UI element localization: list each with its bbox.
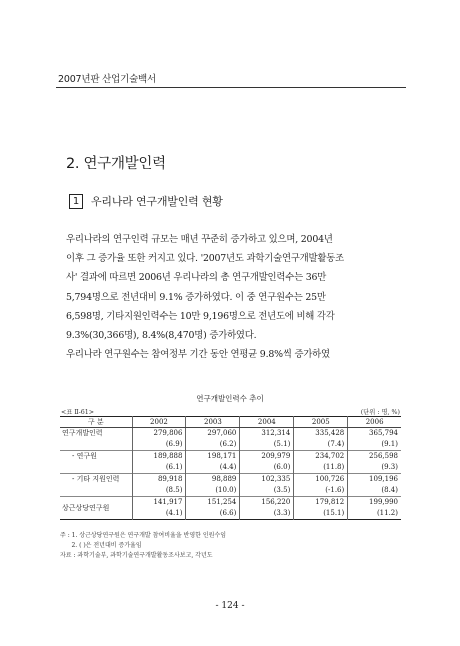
value-cell: 100,726 <box>294 474 348 486</box>
body-line: 우리나라의 연구인력 규모는 매년 꾸준히 증가하고 있으며, 2004년 <box>66 234 333 245</box>
rate-cell: (6.9) <box>132 439 186 451</box>
header-rule <box>56 87 406 88</box>
rate-cell: (8.4) <box>348 485 401 497</box>
data-table <box>60 416 401 520</box>
table-row-values <box>60 474 401 486</box>
body-line: 이후 그 증가율 또한 커지고 있다. '2007년도 과학기술연구개발활동조 <box>66 253 344 265</box>
header-cell-year: 2006 <box>348 417 401 428</box>
rate-cell: (6.1) <box>132 462 186 474</box>
value-cell: 199,990 <box>348 497 401 509</box>
value-cell: 256,598 <box>348 451 401 463</box>
table-row-values <box>60 428 401 440</box>
body-line: 사' 결과에 따르면 2006년 우리나라의 총 연구개발인력수는 36만 <box>66 272 327 284</box>
row-label: 연구개발인력 <box>62 429 103 437</box>
value-cell: 89,918 <box>132 474 186 486</box>
rate-cell: (3.3) <box>240 508 294 520</box>
value-cell: 209,979 <box>240 451 294 463</box>
value-cell: 151,254 <box>186 497 240 509</box>
header-cell-year: 2005 <box>294 417 348 428</box>
rate-cell: (11.2) <box>348 508 401 520</box>
rate-cell: (3.5) <box>240 485 294 497</box>
body-paragraph <box>66 230 396 364</box>
subsection-number-box: 1 <box>69 194 83 209</box>
value-cell: 297,060 <box>186 428 240 440</box>
table-title: 연구개발인력수 추이 <box>196 394 264 403</box>
rate-cell: (6.6) <box>186 508 240 520</box>
rate-cell: (10.0) <box>186 485 240 497</box>
body-line: 9.3%(30,366명), 8.4%(8,470명) 증가하였다. <box>66 329 257 341</box>
header-cell-year: 2002 <box>132 417 186 428</box>
rate-cell: (7.4) <box>294 439 348 451</box>
body-line: 우리나라 연구원수는 참여정부 기간 동안 연평균 9.8%씩 증가하였 <box>66 349 330 361</box>
section-title: 2. 연구개발인력 <box>66 156 166 172</box>
body-line: 6,598명, 기타지원인력수는 10만 9,196명으로 전년도에 비해 각각 <box>66 310 335 322</box>
rate-cell: (-1.6) <box>294 485 348 497</box>
rate-cell: (6.0) <box>240 462 294 474</box>
table-row-values <box>60 497 401 509</box>
subsection-heading <box>69 193 223 209</box>
page-number: - 124 - <box>215 601 245 611</box>
note-line: 2. ( )은 전년대비 증가율임 <box>60 541 142 549</box>
subsection-title: 우리나라 연구개발인력 현황 <box>91 195 223 208</box>
body-line: 5,794명으로 전년대비 9.1% 증가하였다. 이 중 연구원수는 25만 <box>66 291 326 303</box>
running-header: 2007년판 산업기술백서 <box>58 74 157 85</box>
rate-cell: (5.1) <box>240 439 294 451</box>
rate-cell: (6.2) <box>186 439 240 451</box>
note-line: 주 : 1. 상근상당연구원은 연구개발 참여비율을 반영한 인원수임 <box>60 532 226 539</box>
rate-cell: (11.8) <box>294 462 348 474</box>
value-cell: 102,335 <box>240 474 294 486</box>
row-label: 상근상당연구원 <box>60 497 132 520</box>
rate-cell: (8.5) <box>132 485 186 497</box>
value-cell: 198,171 <box>186 451 240 463</box>
value-cell: 179,812 <box>294 497 348 509</box>
row-label: - 연구원 <box>60 451 132 474</box>
table-notes <box>60 531 226 560</box>
rate-cell: (15.1) <box>294 508 348 520</box>
value-cell: 156,220 <box>240 497 294 509</box>
table-label: <표 Ⅱ-61> <box>61 409 95 416</box>
row-label: - 기타 지원인력 <box>60 474 132 497</box>
header-cell-category: 구 분 <box>60 417 132 428</box>
value-cell: 109,196 <box>348 474 401 486</box>
table-row-values <box>60 451 401 463</box>
table-unit: (단위 : 명, %) <box>360 409 400 416</box>
rate-cell: (4.1) <box>132 508 186 520</box>
value-cell: 98,889 <box>186 474 240 486</box>
value-cell: 365,794 <box>348 428 401 440</box>
rate-cell: (4.4) <box>186 462 240 474</box>
value-cell: 312,314 <box>240 428 294 440</box>
note-line: 자료 : 과학기술부, 과학기술연구개발활동조사보고, 각년도 <box>60 551 213 559</box>
header-cell-year: 2003 <box>186 417 240 428</box>
rate-cell: (9.1) <box>348 439 401 451</box>
table-header-row <box>60 417 401 428</box>
value-cell: 189,888 <box>132 451 186 463</box>
value-cell: 335,428 <box>294 428 348 440</box>
header-cell-year: 2004 <box>240 417 294 428</box>
value-cell: 141,917 <box>132 497 186 509</box>
rate-cell: (9.3) <box>348 462 401 474</box>
value-cell: 279,806 <box>132 428 186 440</box>
value-cell: 234,702 <box>294 451 348 463</box>
